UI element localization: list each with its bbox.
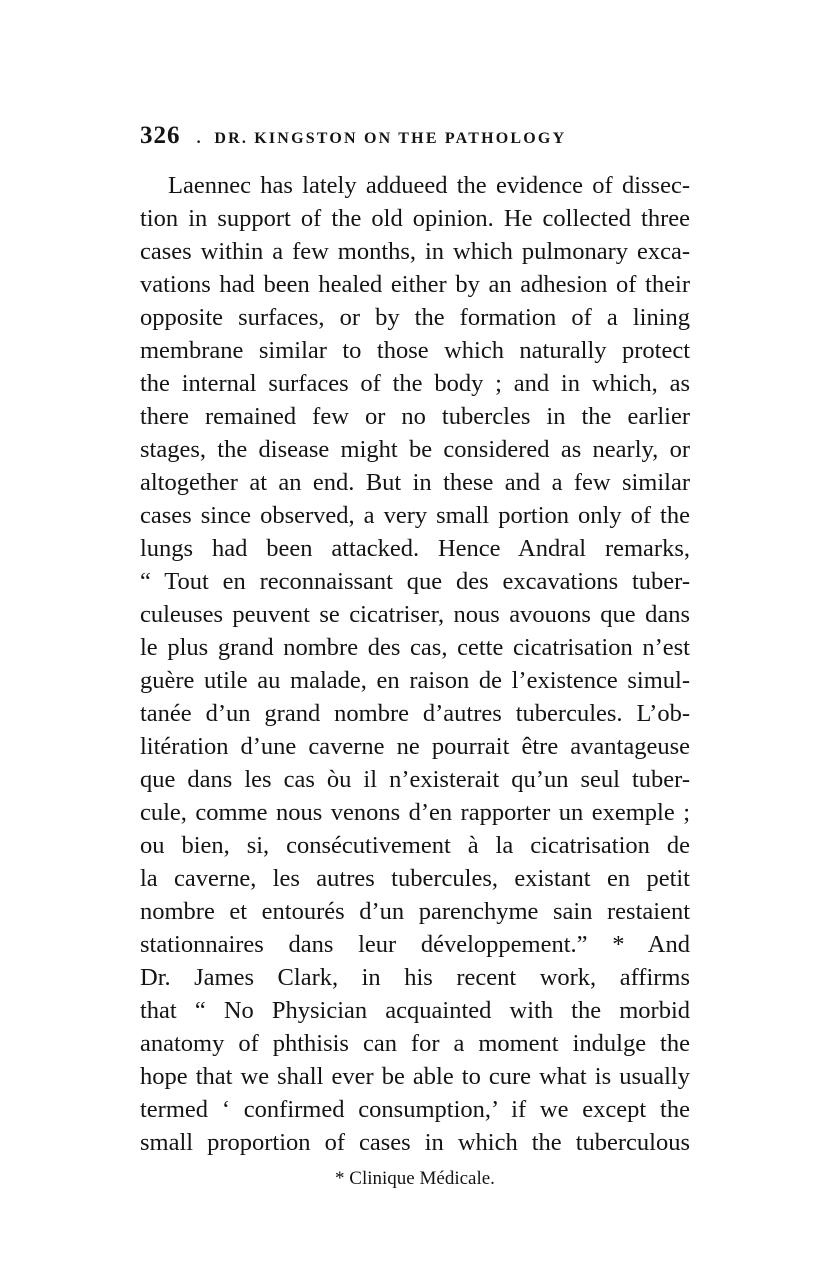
running-header [140,122,700,154]
text-line: cule, comme nous venons d’en rapporter un exemple ; [140,799,690,826]
text-line: stationnaires dans leur développement.” * And [140,931,690,958]
footnote: * Clinique Médicale. [335,1168,495,1189]
text-line: culeuses peuvent se cicatriser, nous avouons que dans [140,601,690,628]
text-line: vations had been healed either by an adhesion of their [140,271,690,298]
text-line: cases within a few months, in which pulmonary exca- [140,238,690,265]
text-line: opposite surfaces, or by the formation of a lining [140,304,690,331]
text-line: cases since observed, a very small portion only of the [140,502,690,529]
text-line: le plus grand nombre des cas, cette cicatrisation n’est [140,634,690,661]
text-line: that “ No Physician acquainted with the morbid [140,997,690,1024]
header-separator: . [196,130,203,147]
body-text [140,169,690,1159]
text-line: there remained few or no tubercles in the earlier [140,403,690,430]
text-line: tion in support of the old opinion. He collected three [140,205,690,232]
text-line: la caverne, les autres tubercules, existant en petit [140,865,690,892]
text-line: lungs had been attacked. Hence Andral remarks, [140,535,690,562]
text-line: que dans les cas òu il n’existerait qu’un seul tuber- [140,766,690,793]
page-number: 326 [140,122,181,149]
text-line: ou bien, si, consécutivement à la cicatrisation de [140,832,690,859]
text-line: membrane similar to those which naturally protect [140,337,690,364]
text-line: altogether at an end. But in these and a few similar [140,469,690,496]
running-title: DR. KINGSTON ON THE PATHOLOGY [214,130,567,147]
text-line: hope that we shall ever be able to cure what is usually [140,1063,690,1090]
text-line: tanée d’un grand nombre d’autres tubercules. L’ob- [140,700,690,727]
text-line: stages, the disease might be considered as nearly, or [140,436,690,463]
text-line: guère utile au malade, en raison de l’existence simul- [140,667,690,694]
text-line: Laennec has lately addueed the evidence of dissec- [168,172,690,199]
text-line: anatomy of phthisis can for a moment indulge the [140,1030,690,1057]
text-line: “ Tout en reconnaissant que des excavations tuber- [140,568,690,595]
text-line: small proportion of cases in which the tuberculous [140,1129,690,1156]
text-line: Dr. James Clark, in his recent work, affirms [140,964,690,991]
text-line: the internal surfaces of the body ; and in which, as [140,370,690,397]
text-line: nombre et entourés d’un parenchyme sain restaient [140,898,690,925]
text-line: termed ‘ confirmed consumption,’ if we except the [140,1096,690,1123]
text-line: litération d’une caverne ne pourrait être avantageuse [140,733,690,760]
